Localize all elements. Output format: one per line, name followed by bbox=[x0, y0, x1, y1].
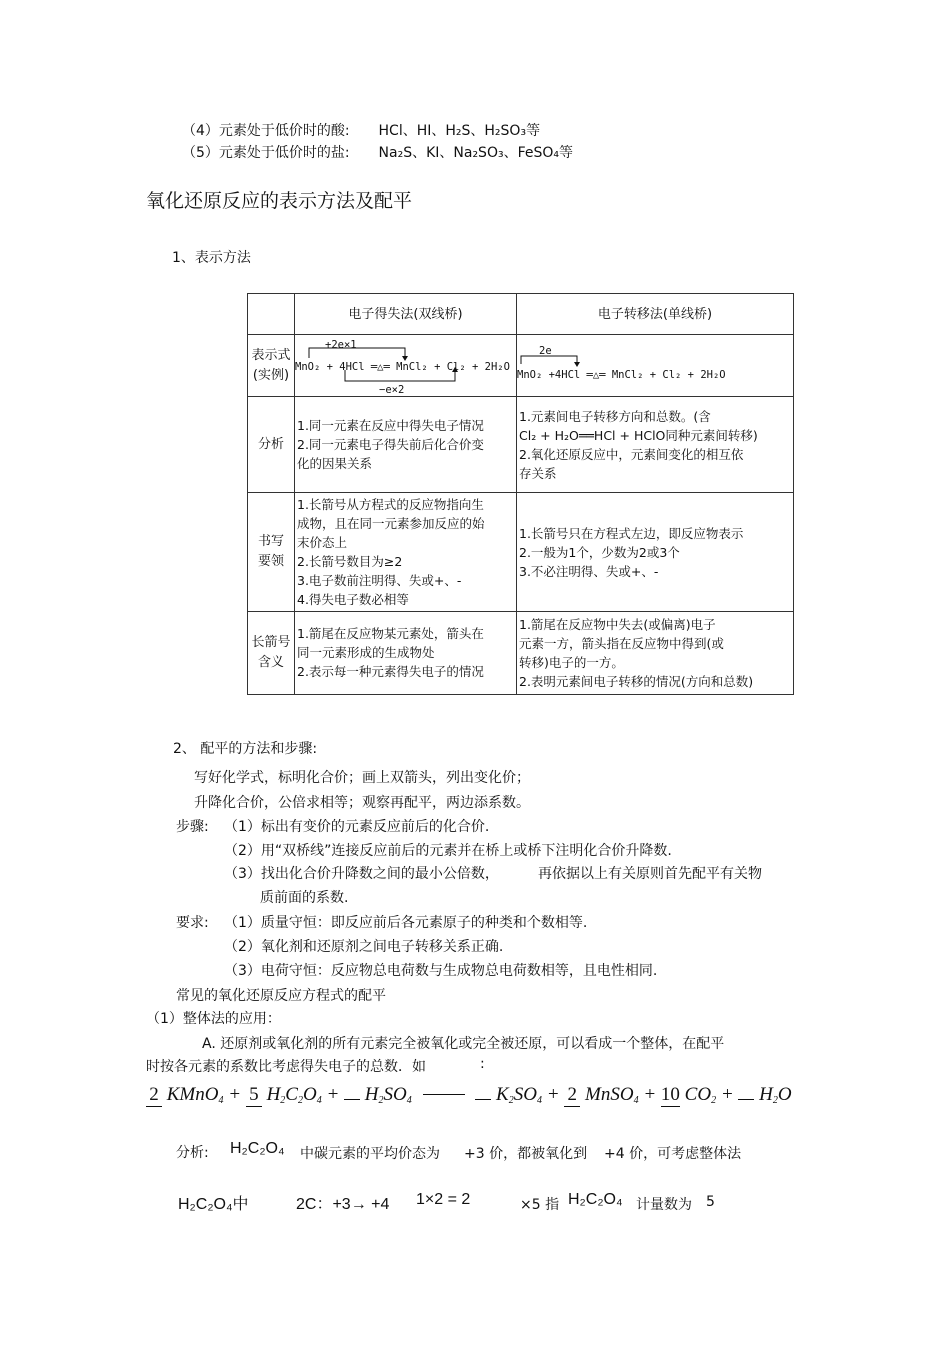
calc-formula-2: H₂C₂O₄ bbox=[568, 1191, 623, 1208]
analysis-label: 分析: bbox=[176, 1145, 209, 1161]
row-label-example: 表示式 (实例) bbox=[248, 335, 295, 397]
analysis-formula: H₂C₂O₄ bbox=[230, 1140, 285, 1157]
header-single-bridge: 电子转移法(单线桥) bbox=[517, 294, 794, 335]
analysis-text-1: 中碳元素的平均价态为 bbox=[300, 1146, 440, 1162]
subsection-2: 2、 配平的方法和步骤: bbox=[173, 741, 318, 757]
method-line-1: 写好化学式，标明化合价；画上双箭头，列出变化价； bbox=[194, 770, 530, 786]
double-bridge-example bbox=[295, 335, 517, 397]
row-label-analysis: 分析 bbox=[248, 397, 295, 493]
gain-electron-label: +2e×1 bbox=[325, 338, 357, 351]
arrow-meaning-left: 1.箭尾在反应物某元素处，箭头在 同一元素形成的生成物处 2.表示每一种元素得失电子的情况 bbox=[295, 611, 517, 694]
calc-part-4: 计量数为 bbox=[636, 1197, 692, 1213]
step-2: （2）用“双桥线”连接反应前后的元素并在桥上或桥下注明化合价升降数. bbox=[224, 843, 672, 859]
acid-value: HCl、HI、H₂S、H₂SO₃等 bbox=[378, 123, 541, 139]
whole-method-paragraph-2: 时按各元素的系数比考虑得失电子的总数．如 bbox=[146, 1059, 426, 1075]
arrow-meaning-right: 1.箭尾在反应物中失去(或偏离)电子 元素一方，箭头指在反应物中得到(或 转移)电子的一方。 2.表明元素间电子转移的情况(方向和总数) bbox=[517, 611, 794, 694]
balanced-equation: 2 KMnO$_4$ + 5 $H_2C_2O_4 + H_2SO_4$ $K_2SO_4 + 2$ MnSO$_4$ + 10 $CO_2 + H_2O$ bbox=[146, 1084, 792, 1107]
calc-part-3: ×5 指 bbox=[520, 1197, 560, 1213]
section-title: 氧化还原反应的表示方法及配平 bbox=[146, 190, 413, 212]
writing-left: 1.长箭号从方程式的反应物指向生 成物，且在同一元素参加反应的始 末价态上 2.长箭号数目为≥2 3.电子数前注明得、失或+、- 4.得失电子数必相等 bbox=[295, 493, 517, 611]
table-corner bbox=[248, 294, 295, 335]
requirement-1: （1）质量守恒：即反应前后各元素原子的种类和个数相等. bbox=[224, 915, 588, 931]
row-label-writing: 书写 要领 bbox=[248, 493, 295, 611]
whole-method-colon: : bbox=[480, 1056, 485, 1072]
subsection-1: 1、表示方法 bbox=[172, 250, 251, 266]
lose-electron-label: −e×2 bbox=[379, 383, 405, 396]
coef-mnso4: 2 bbox=[564, 1084, 580, 1107]
calc-part-1: 2C：+3→ +4 bbox=[296, 1196, 390, 1213]
double-bridge-equation: MnO₂ + 4HCl ═△═ MnCl₂ + Cl₂ + 2H₂O bbox=[295, 360, 510, 373]
analysis-right: 1.元素间电子转移方向和总数。(含 Cl₂ + H₂O══HCl + HClO同种元素间转移) 2.氧化还原反应中，元素间变化的相互依 存关系 bbox=[517, 397, 794, 493]
coef-co2: 10 bbox=[660, 1084, 680, 1105]
whole-method-paragraph-1: A. 还原剂或氧化剂的所有元素完全被氧化或完全被还原，可以看成一个整体，在配平 bbox=[202, 1036, 725, 1052]
analysis-value-2: +4 价，可考虑整体法 bbox=[604, 1146, 742, 1162]
step-1: （1）标出有变价的元素反应前后的化合价. bbox=[224, 819, 490, 835]
single-bridge-equation: MnO₂ +4HCl ═△═ MnCl₂ + Cl₂ + 2H₂O bbox=[517, 368, 726, 381]
single-bridge-example bbox=[517, 335, 794, 397]
coef-h2o bbox=[738, 1099, 754, 1100]
acid-line bbox=[182, 120, 540, 140]
coef-kmno4: 2 bbox=[146, 1084, 162, 1107]
coef-h2so4 bbox=[344, 1099, 360, 1100]
writing-right: 1.长箭号只在方程式左边，即反应物表示 2.一般为1个，少数为2或3个 3.不必注明得、失或+、- bbox=[517, 493, 794, 611]
step-3-continued: 再依据以上有关原则首先配平有关物 bbox=[538, 866, 762, 882]
calc-part-2: 1×2 = 2 bbox=[416, 1191, 471, 1208]
requirement-3: （3）电荷守恒：反应物总电荷数与生成物总电荷数相等，且电性相同. bbox=[224, 963, 658, 979]
salt-value: Na₂S、KI、Na₂SO₃、FeSO₄等 bbox=[378, 145, 573, 161]
reaction-arrow bbox=[423, 1094, 465, 1095]
whole-method-title: （1）整体法的应用： bbox=[146, 1011, 281, 1027]
header-double-bridge: 电子得失法(双线桥) bbox=[295, 294, 517, 335]
transfer-electron-label: 2e bbox=[539, 344, 552, 357]
analysis-value-1: +3 价，都被氧化到 bbox=[464, 1146, 588, 1162]
step-3: （3）找出化合价升降数之间的最小公倍数， bbox=[224, 866, 499, 882]
coef-h2c2o4: 5 bbox=[246, 1084, 262, 1107]
analysis-left: 1.同一元素在反应中得失电子情况 2.同一元素电子得失前后化合价变 化的因果关系 bbox=[295, 397, 517, 493]
calc-value: 5 bbox=[706, 1194, 715, 1210]
method-line-2: 升降化合价，公倍求相等；观察再配平，两边添系数。 bbox=[194, 795, 530, 811]
acid-label: （4）元素处于低价时的酸: bbox=[182, 123, 350, 139]
coef-k2so4 bbox=[475, 1099, 491, 1100]
step-3-end: 质前面的系数. bbox=[260, 890, 349, 906]
calc-formula: H₂C₂O₄中 bbox=[178, 1196, 249, 1213]
requirement-2: （2）氧化剂和还原剂之间电子转移关系正确. bbox=[224, 939, 504, 955]
requirements-label: 要求: bbox=[176, 915, 209, 931]
redox-method-table bbox=[247, 293, 793, 695]
row-label-arrow-meaning: 长箭号 含义 bbox=[248, 611, 295, 694]
steps-label: 步骤: bbox=[176, 819, 209, 835]
common-title: 常见的氧化还原反应方程式的配平 bbox=[176, 988, 386, 1004]
salt-label: （5）元素处于低价时的盐: bbox=[182, 145, 350, 161]
salt-line bbox=[182, 142, 573, 162]
